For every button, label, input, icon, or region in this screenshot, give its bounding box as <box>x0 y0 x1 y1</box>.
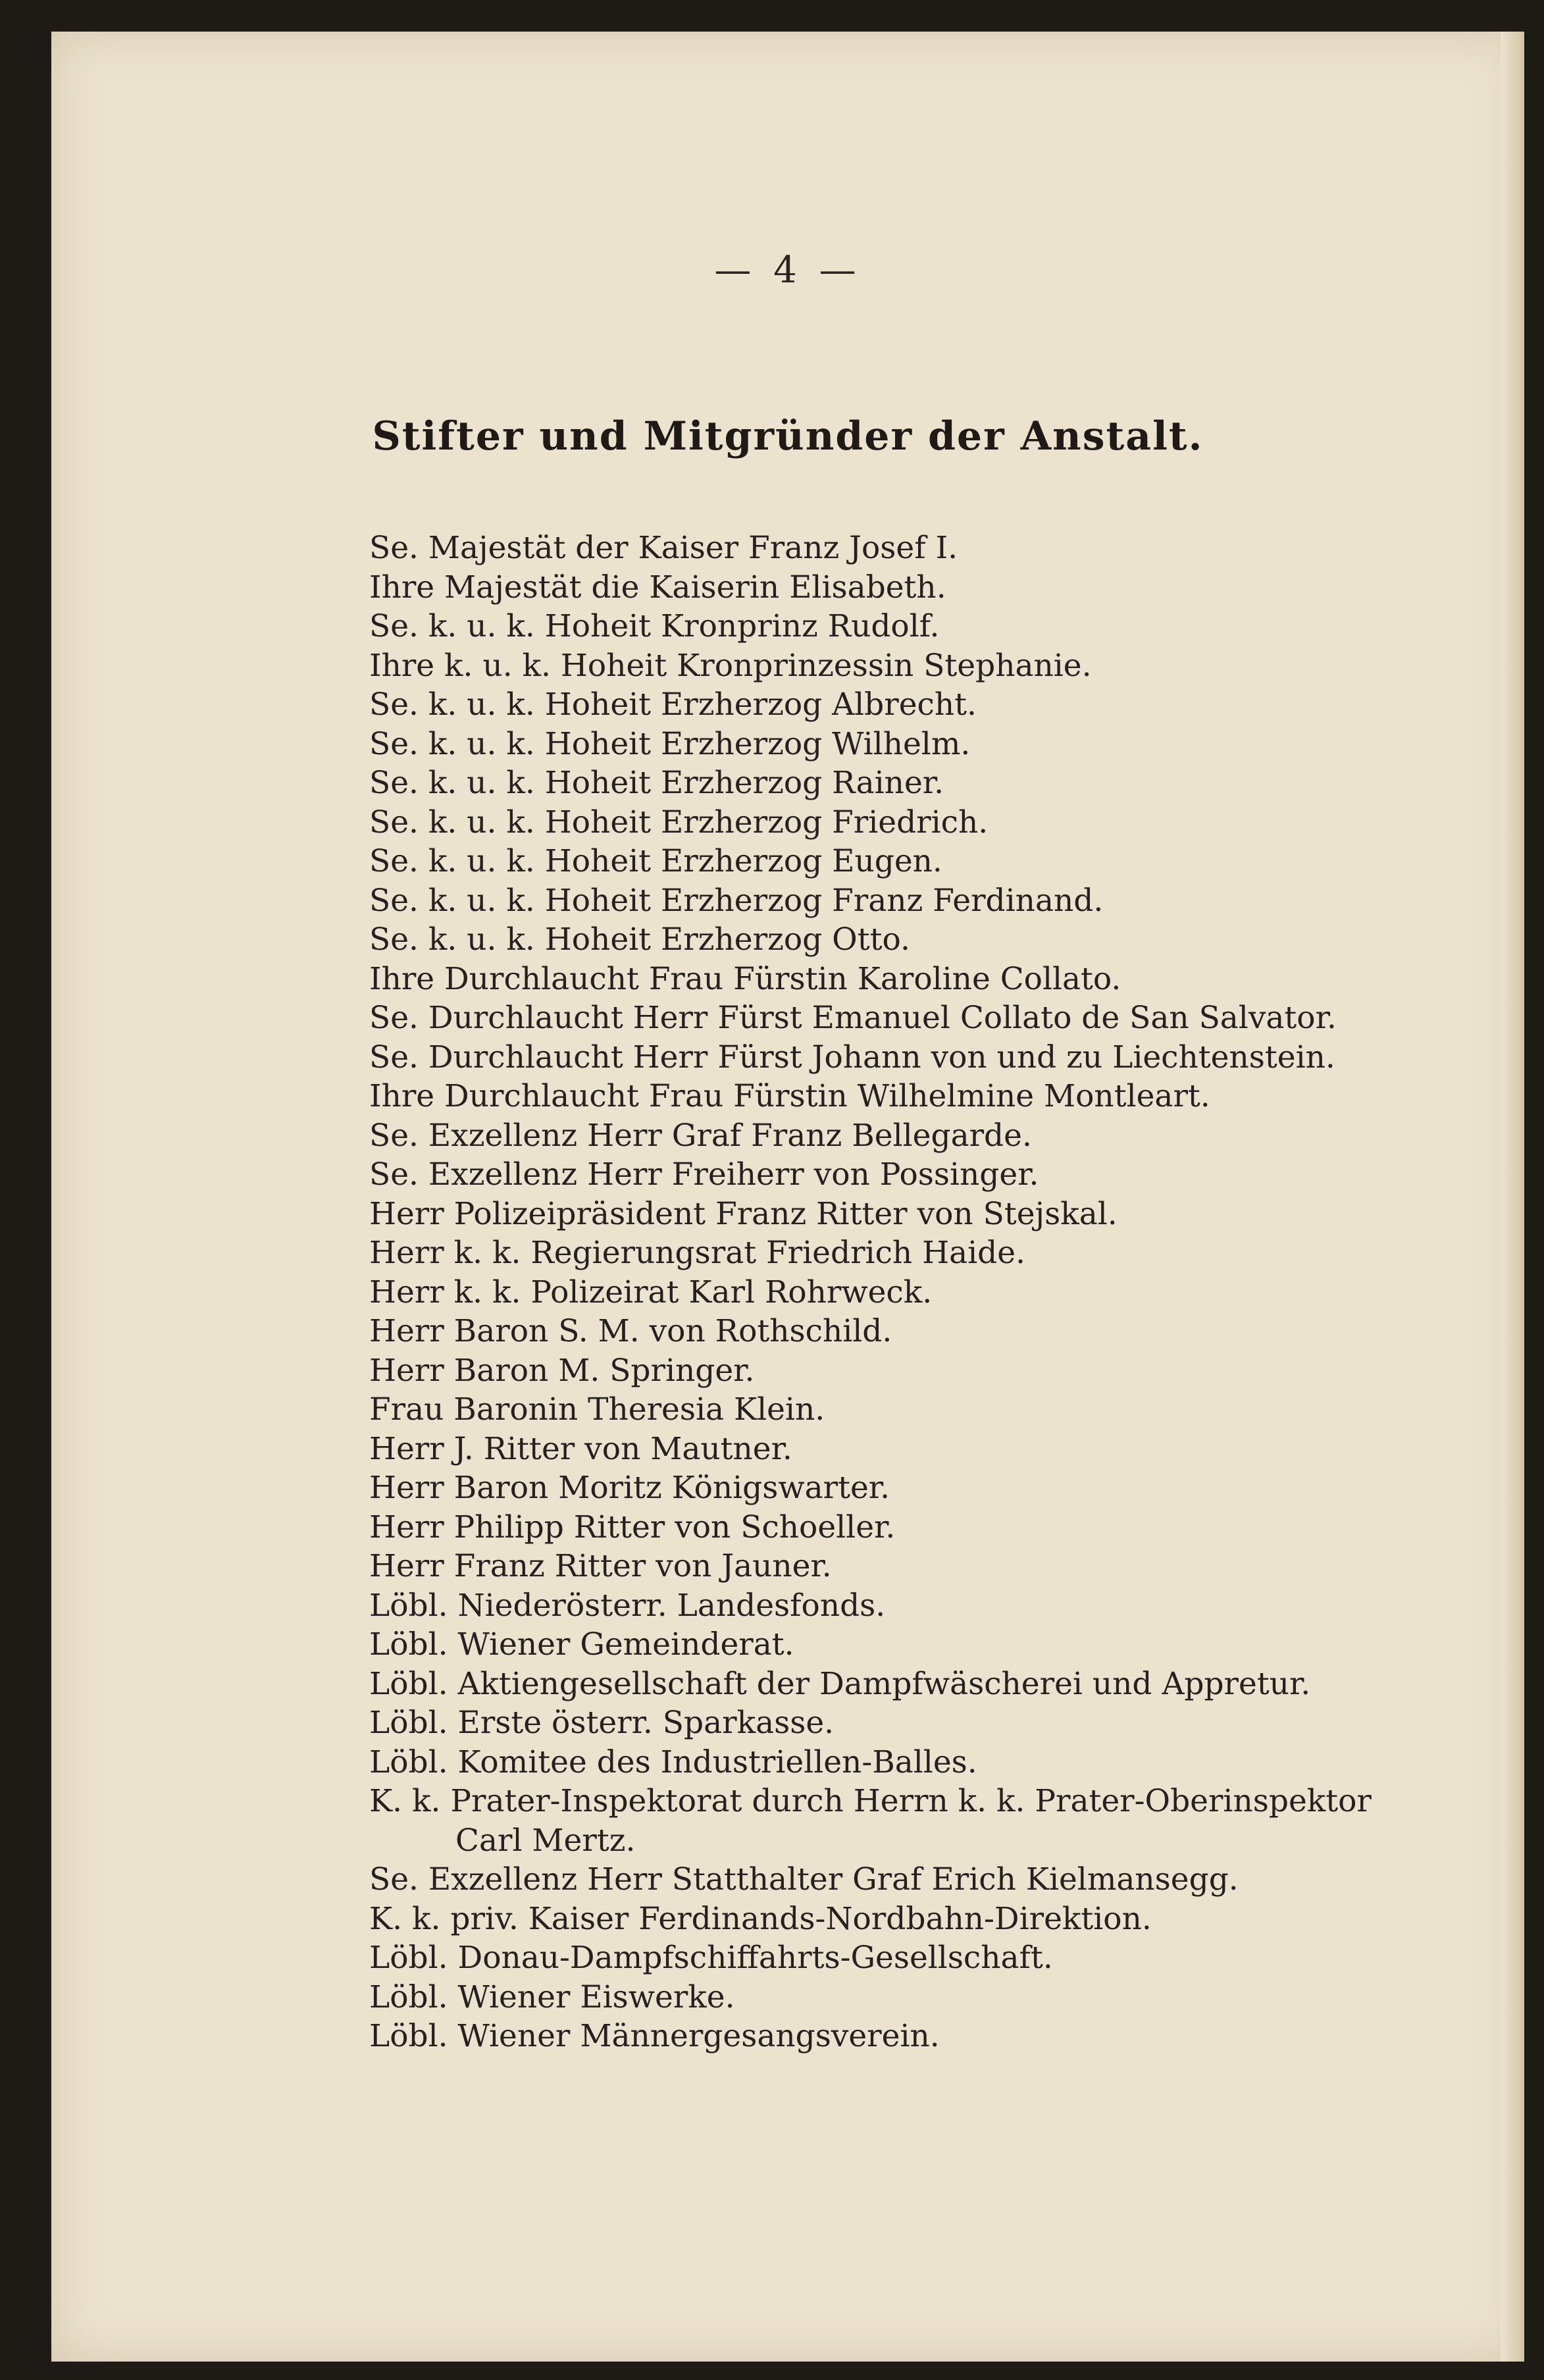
list-item: Herr Polizeipräsident Franz Ritter von Stejskal. <box>369 1195 1118 1232</box>
list-item: Ihre Majestät die Kaiserin Elisabeth. <box>369 569 946 606</box>
list-item: Löbl. Erste österr. Sparkasse. <box>369 1705 835 1741</box>
list-item: Herr Franz Ritter von Jauner. <box>369 1548 832 1584</box>
book-page <box>51 32 1524 2362</box>
list-item: Se. k. u. k. Hoheit Erzherzog Otto. <box>369 921 910 958</box>
list-item: Löbl. Wiener Eiswerke. <box>369 1979 735 2015</box>
list-item: Se. k. u. k. Hoheit Erzherzog Wilhelm. <box>369 725 971 762</box>
list-item-prater <box>369 1782 1422 1860</box>
list-item: Se. k. u. k. Hoheit Erzherzog Albrecht. <box>369 686 977 723</box>
list-item: Se. Exzellenz Herr Graf Franz Bellegarde. <box>369 1117 1032 1154</box>
list-item: Se. Exzellenz Herr Statthalter Graf Erich Kielmansegg. <box>369 1861 1239 1898</box>
list-item: Se. k. u. k. Hoheit Erzherzog Franz Ferdinand. <box>369 882 1104 919</box>
list-item: Ihre Durchlaucht Frau Fürstin Wilhelmine Montleart. <box>369 1078 1210 1114</box>
list-item: Löbl. Komitee des Industriellen-Balles. <box>369 1744 977 1780</box>
list-item: Se. Majestät der Kaiser Franz Josef I. <box>369 530 958 566</box>
list-item: Se. k. u. k. Hoheit Erzherzog Rainer. <box>369 765 944 801</box>
list-item: K. k. priv. Kaiser Ferdinands-Nordbahn-Direktion. <box>369 1900 1152 1937</box>
prater-line-2: Carl Mertz. <box>455 1822 636 1859</box>
list-item: Herr Baron M. Springer. <box>369 1352 755 1389</box>
list-item: Löbl. Niederösterr. Landesfonds. <box>369 1587 886 1624</box>
list-item: Se. Durchlaucht Herr Fürst Emanuel Collato de San Salvator. <box>369 1000 1337 1036</box>
list-item: Herr Philipp Ritter von Schoeller. <box>369 1509 896 1545</box>
prater-line-1: K. k. Prater-Inspektorat durch Herrn k. k. Prater-Oberinspektor <box>369 1783 1372 1819</box>
page-number: — 4 — <box>714 249 862 292</box>
list-item: Se. Durchlaucht Herr Fürst Johann von und zu Liechtenstein. <box>369 1039 1335 1075</box>
page-heading: Stifter und Mitgründer der Anstalt. <box>372 413 1204 459</box>
founder-list <box>369 529 1422 2056</box>
list-item: Löbl. Donau-Dampfschiffahrts-Gesellschaft. <box>369 1940 1053 1976</box>
list-item: Ihre k. u. k. Hoheit Kronprinzessin Stephanie. <box>369 647 1092 684</box>
list-item: Löbl. Aktiengesellschaft der Dampfwäscherei und Appretur. <box>369 1665 1311 1702</box>
list-item: Herr k. k. Polizeirat Karl Rohrweck. <box>369 1274 933 1310</box>
list-item: Frau Baronin Theresia Klein. <box>369 1391 825 1428</box>
list-item: Herr Baron S. M. von Rothschild. <box>369 1313 892 1349</box>
list-item: Ihre Durchlaucht Frau Fürstin Karoline Collato. <box>369 960 1121 997</box>
list-item: Herr k. k. Regierungsrat Friedrich Haide. <box>369 1235 1025 1271</box>
list-item: Löbl. Wiener Männergesangsverein. <box>369 2018 940 2054</box>
list-item: Se. k. u. k. Hoheit Erzherzog Friedrich. <box>369 804 989 841</box>
list-item: Löbl. Wiener Gemeinderat. <box>369 1626 794 1663</box>
list-item: Se. k. u. k. Hoheit Kronprinz Rudolf. <box>369 608 940 644</box>
list-item: Herr J. Ritter von Mautner. <box>369 1430 792 1467</box>
list-item: Herr Baron Moritz Königswarter. <box>369 1470 890 1506</box>
page-spine-shadow <box>1501 32 1524 2362</box>
list-item: Se. k. u. k. Hoheit Erzherzog Eugen. <box>369 843 942 879</box>
list-item: Se. Exzellenz Herr Freiherr von Possinger. <box>369 1156 1039 1193</box>
